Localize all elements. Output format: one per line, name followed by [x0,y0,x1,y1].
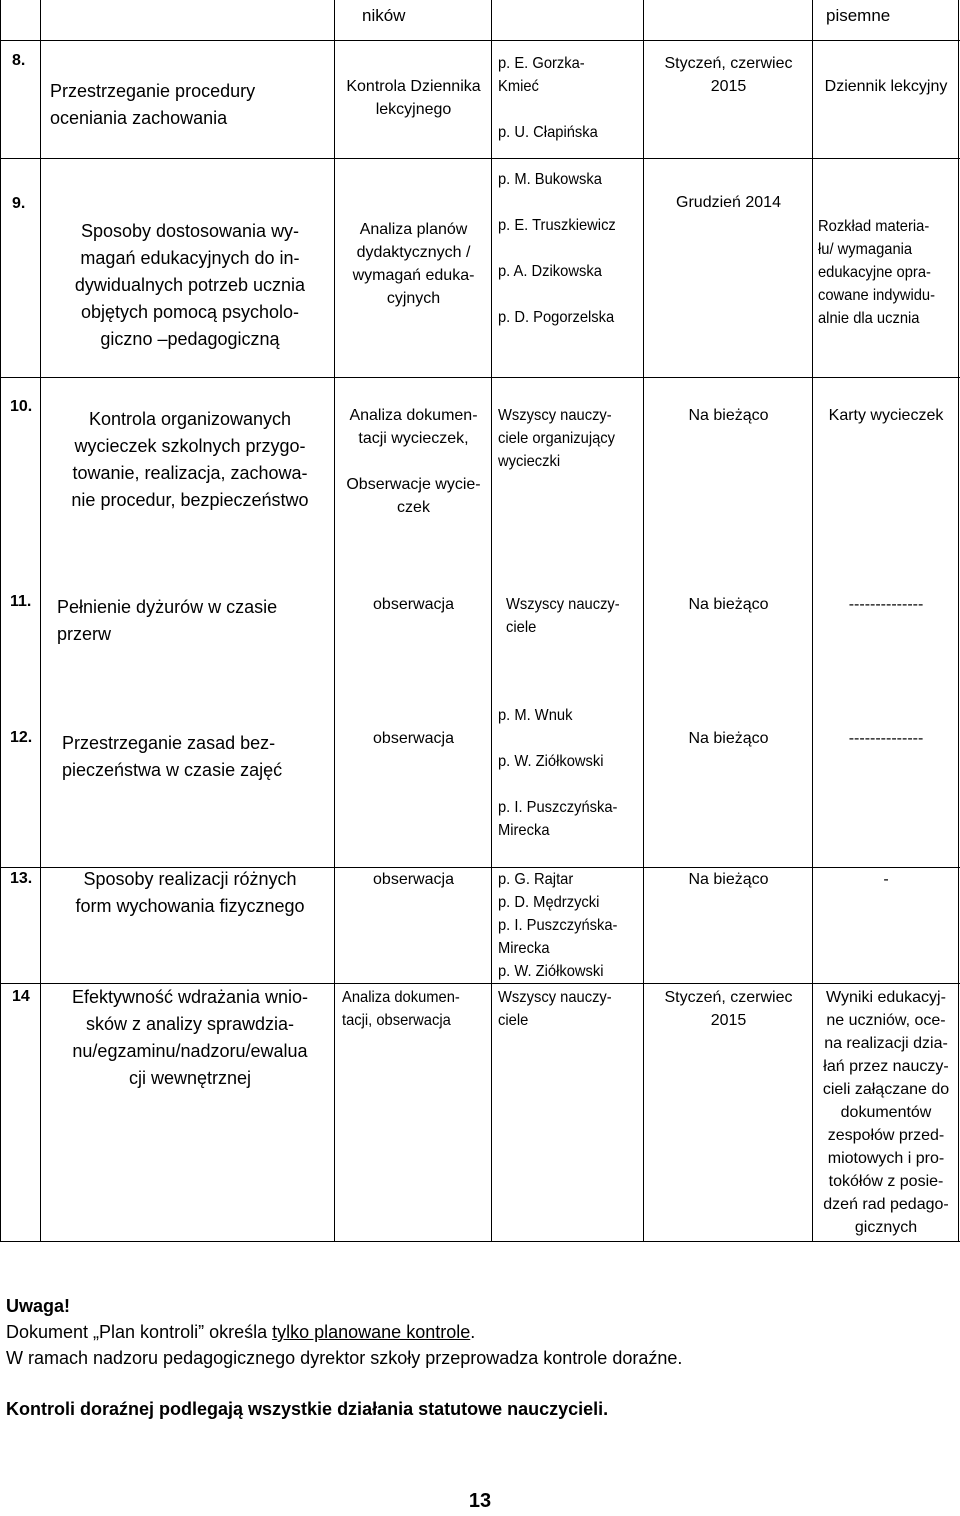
row-term: Styczeń, czerwiec 2015 [664,989,793,1029]
note-line-2: W ramach nadzoru pedagogicznego dyrektor szkoły przeprowadza kontrole doraźne. [6,1348,683,1368]
note-line-1 [6,1319,475,1345]
row-documents: -------------- [848,730,924,747]
row-number: 10. [10,398,33,415]
row-persons: p. G. Rajtar p. D. Mędrzycki p. I. Puszczyńska- Mirecka p. W. Ziółkowski [498,871,618,980]
row-documents: - [883,871,889,888]
row-form: Analiza dokumen- tacji, obserwacja [342,989,460,1029]
row-number: 12. [10,729,33,746]
row-documents: Dziennik lekcyjny [824,78,948,95]
row-form: Analiza dokumen- tacji wycieczek, Obserwacje wycie- czek [346,407,481,516]
note-line-1-underlined: tylko planowane kontrole [272,1322,471,1342]
row-term: Grudzień 2014 [676,194,781,211]
row-persons: Wszyscy nauczy- ciele organizujący wycieczki [498,407,616,470]
row-form: obserwacja [373,730,454,747]
row-term: Styczeń, czerwiec 2015 [664,55,793,95]
header-cell-documents: pisemne [826,6,891,25]
row-task: Przestrzeganie zasad bez- pieczeństwa w czasie zajęć [62,733,283,780]
row-documents: Karty wycieczek [828,407,944,424]
row-persons: Wszyscy nauczy- ciele [506,596,620,636]
row-form: Analiza planów dydaktycznych / wymagań eduka- cyjnych [352,221,475,307]
row-term: Na bieżąco [688,407,769,424]
row-term: Na bieżąco [688,596,769,613]
row-task: Efektywność wdrażania wnio- sków z analizy sprawdzia- nu/egzaminu/nadzoru/ewalua cji wewnętrznej [71,987,309,1088]
row-form: obserwacja [373,871,454,888]
row-task: Sposoby realizacji różnych form wychowania fizycznego [75,869,305,916]
row-persons: Wszyscy nauczy- ciele [498,989,612,1029]
row-task: Pełnienie dyżurów w czasie przerw [57,597,278,644]
row-persons: p. M. Wnuk p. W. Ziółkowski p. I. Puszczyńska- Mirecka [498,707,618,839]
row-number: 8. [12,52,26,69]
note-line-1-end: . [470,1322,476,1342]
note-heading: Uwaga! [6,1296,71,1316]
row-form: Kontrola Dziennika lekcyjnego [346,78,481,118]
row-persons: p. M. Bukowska p. E. Truszkiewicz p. A. Dzikowska p. D. Pogorzelska [498,171,616,326]
row-number: 11. [10,593,32,610]
row-number: 9. [12,195,26,212]
page-number: 13 [468,1490,492,1512]
note-line-1-text: Dokument „Plan kontroli” określa [6,1322,273,1342]
row-number: 14 [12,988,30,1005]
row-task: Sposoby dostosowania wy- magań edukacyjnych do in- dywidualnych potrzeb ucznia objętych pomocą psycholo- giczno –pedagogiczną [74,221,306,349]
row-form: obserwacja [373,596,454,613]
row-term: Na bieżąco [688,871,769,888]
row-documents: -------------- [848,596,924,613]
header-cell-forms: ników [362,6,406,25]
row-task: Kontrola organizowanych wycieczek szkolnych przygo- towanie, realizacja, zachowa- nie procedur, bezpieczeństwo [71,409,309,510]
row-term: Na bieżąco [688,730,769,747]
row-persons: p. E. Gorzka- Kmieć p. U. Cłapińska [498,55,598,141]
row-documents: Rozkład materia- łu/ wymagania edukacyjne opra- cowane indywidu- alnie dla ucznia [818,218,936,327]
row-number: 13. [10,870,33,887]
note-line-3: Kontroli doraźnej podlegają wszystkie działania statutowe nauczycieli. [6,1399,609,1419]
row-documents: Wyniki edukacyj- ne uczniów, oce- na realizacji dzia- łań przez nauczy- cieli załączane do dokumentów zespołów przed- miotowych i pro- tokółów z posie- dzeń rad pedago- gicznych [822,989,950,1236]
row-task: Przestrzeganie procedury oceniania zachowania [50,81,256,128]
